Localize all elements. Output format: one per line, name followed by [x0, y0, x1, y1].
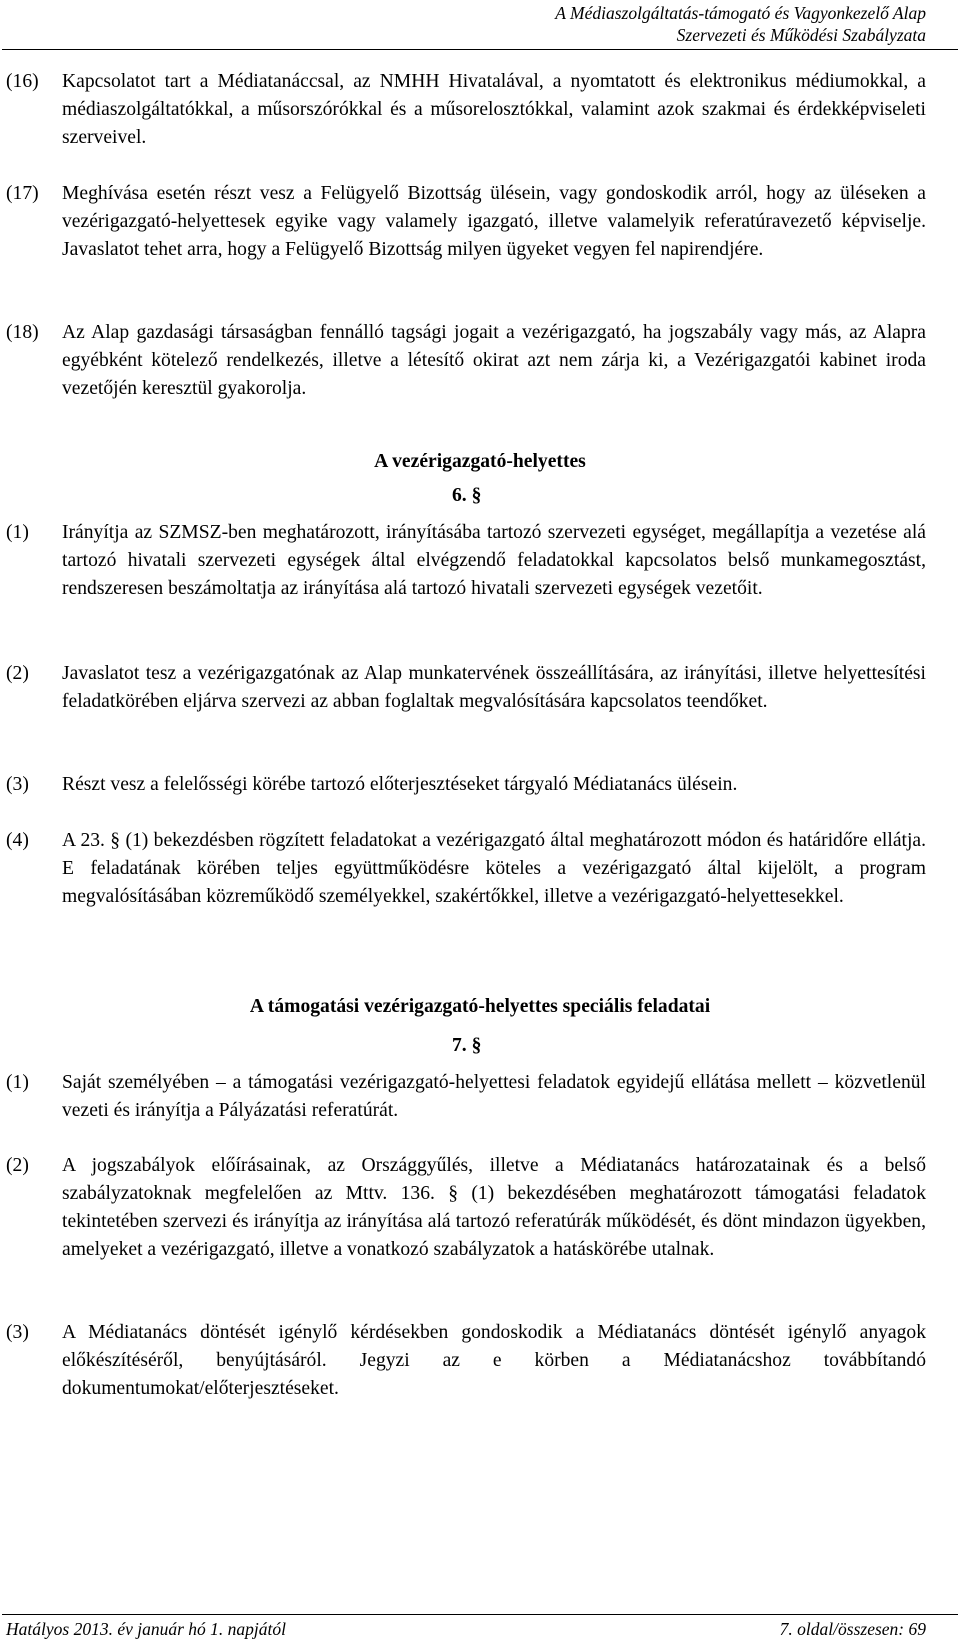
- header-divider: [2, 49, 958, 50]
- paragraph-number: (3): [6, 774, 29, 795]
- section-6-title: A vezérigazgató-helyettes: [374, 451, 586, 472]
- paragraph-text: Részt vesz a felelősségi körébe tartozó előterjesztéseket tárgyaló Médiatanács ülésein.: [62, 774, 738, 795]
- footer-effective-date: Hatályos 2013. év január hó 1. napjától: [6, 1619, 286, 1639]
- paragraph-number: (4): [6, 830, 29, 851]
- paragraph-text: A 23. § (1) bekezdésben rögzített feladatokat a vezérigazgató által meghatározott módon és határidőre ellátja. E feladatának körében teljes együttműködésre köteles a vezérigazgató által kijelölt, a program megvalósításában közreműködő személyekkel, szakértőkkel, illetve a vezérigazgató-helyettesekkel.: [62, 830, 926, 907]
- footer-page-number: 7. oldal/összesen: 69: [779, 1619, 926, 1639]
- paragraph-number: (18): [6, 322, 39, 343]
- paragraph-text: A jogszabályok előírásainak, az Országgyűlés, illetve a Médiatanács határozatainak és a belső szabályzatoknak megfelelően az Mttv. 136. § (1) bekezdésében meghatározott támogatási feladatok tekintetében szervezi és irányítja az irányítása alá tartozó referatúrák működését, és dönt mindazon ügyekben, amelyeket a vezérigazgató, illetve a vonatkozó szabályzatok a hatáskörébe utalnak.: [62, 1155, 926, 1260]
- paragraph-number: (17): [6, 183, 39, 204]
- paragraph-number: (1): [6, 522, 29, 543]
- paragraph-text: Meghívása esetén részt vesz a Felügyelő Bizottság ülésein, vagy gondoskodik arról, hogy az üléseken a vezérigazgató-helyettesek egyike vagy valamely igazgató, illetve valamelyik referatúravezető képviselje. Javaslatot tehet arra, hogy a Felügyelő Bizottság milyen ügyeket vegyen fel napirendjére.: [62, 183, 926, 260]
- section-6-mark: 6. §: [452, 485, 482, 506]
- footer-divider: [2, 1614, 958, 1615]
- page-header: [326, 2, 926, 46]
- paragraph-number: (2): [6, 1155, 29, 1176]
- paragraph-text: Saját személyében – a támogatási vezérigazgató-helyettesi feladatok egyidejű ellátása mellett – közvetlenül vezeti és irányítja a Pályázatási referatúrát.: [62, 1072, 926, 1121]
- paragraph-text: A Médiatanács döntését igénylő kérdésekben gondoskodik a Médiatanács döntését igénylő anyagok előkészítéséről, benyújtásáról. Jegyzi az e körben a Médiatanácshoz továbbítandó dokumentumokat/előterjesztéseket.: [62, 1322, 926, 1399]
- paragraph-text: Irányítja az SZMSZ-ben meghatározott, irányításába tartozó szervezeti egységet, megállapítja a vezetése alá tartozó hivatali szervezeti egységek által elvégzendő feladatokkal kapcsolatos belső munkamegosztást, rendszeresen beszámoltatja az irányítása alá tartozó hivatali szervezeti egységek vezetőit.: [62, 522, 926, 599]
- paragraph-number: (16): [6, 71, 39, 92]
- paragraph-text: Kapcsolatot tart a Médiatanáccsal, az NMHH Hivatalával, a nyomtatott és elektronikus médiumokkal, a médiaszolgáltatókkal, a műsorszórókkal és a műsorelosztókkal, valamint azok szakmai és érdekképviseleti szerveivel.: [62, 71, 926, 148]
- paragraph-number: (1): [6, 1072, 29, 1093]
- header-title-line1: A Médiaszolgáltatás-támogató és Vagyonkezelő Alap: [555, 3, 926, 23]
- paragraph-number: (2): [6, 663, 29, 684]
- section-7-title: A támogatási vezérigazgató-helyettes speciális feladatai: [249, 996, 711, 1017]
- header-title-line2: Szervezeti és Működési Szabályzata: [676, 25, 926, 45]
- paragraph-text: Javaslatot tesz a vezérigazgatónak az Alap munkatervének összeállítására, az irányítási, illetve helyettesítési feladatkörében eljárva szervezi az abban foglaltak megvalósítására kapcsolatos teendőket.: [62, 663, 926, 712]
- paragraph-number: (3): [6, 1322, 29, 1343]
- paragraph-text: Az Alap gazdasági társaságban fennálló tagsági jogait a vezérigazgató, ha jogszabály vagy más, az Alapra egyébként kötelező rendelkezés, illetve a létesítő okirat azt nem zárja ki, a Vezérigazgatói kabinet iroda vezetőjén keresztül gyakorolja.: [62, 322, 926, 399]
- section-7-mark: 7. §: [452, 1035, 482, 1056]
